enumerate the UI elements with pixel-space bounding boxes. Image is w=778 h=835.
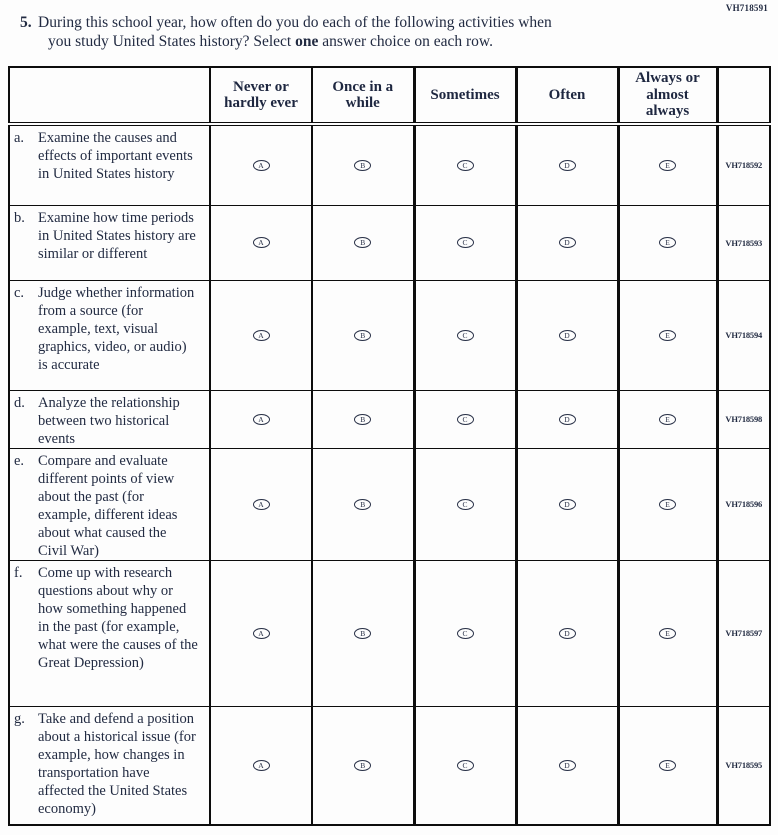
answer-bubble-c[interactable]: C xyxy=(457,760,474,771)
answer-bubble-a[interactable]: A xyxy=(253,628,270,639)
answer-cell xyxy=(210,280,312,390)
answer-bubble-a[interactable]: A xyxy=(253,237,270,248)
row-label xyxy=(9,448,210,560)
table-row-a xyxy=(9,124,770,205)
row-text: Examine how time periods in United States history are similar or different xyxy=(38,209,196,262)
question-text-line1: During this school year, how often do you do each of the following activities when xyxy=(38,14,552,31)
row-code: VH718595 xyxy=(717,706,770,825)
table-row-g xyxy=(9,706,770,825)
col-header-often: Often xyxy=(516,67,618,124)
answer-cell xyxy=(312,390,414,448)
answer-bubble-e[interactable]: E xyxy=(659,628,676,639)
answer-cell xyxy=(210,706,312,825)
table-row-e xyxy=(9,448,770,560)
row-label xyxy=(9,205,210,280)
answer-bubble-d[interactable]: D xyxy=(559,330,576,341)
answer-bubble-a[interactable]: A xyxy=(253,760,270,771)
answer-cell xyxy=(312,706,414,825)
answer-bubble-e[interactable]: E xyxy=(659,414,676,425)
answer-bubble-b[interactable]: B xyxy=(354,760,371,771)
answer-cell xyxy=(516,124,618,205)
answer-cell xyxy=(516,560,618,706)
answer-bubble-c[interactable]: C xyxy=(457,237,474,248)
answer-cell xyxy=(210,205,312,280)
answer-bubble-e[interactable]: E xyxy=(659,760,676,771)
answer-bubble-e[interactable]: E xyxy=(659,237,676,248)
answer-bubble-c[interactable]: C xyxy=(457,628,474,639)
answer-cell xyxy=(312,124,414,205)
answer-bubble-c[interactable]: C xyxy=(457,499,474,510)
answer-bubble-d[interactable]: D xyxy=(559,628,576,639)
answer-bubble-a[interactable]: A xyxy=(253,160,270,171)
table-row-b xyxy=(9,205,770,280)
col-header-always: Always or almost always xyxy=(618,67,717,124)
row-text: Judge whether information from a source (for example, text, visual graphics, video, or audio) is accurate xyxy=(38,284,195,373)
answer-bubble-e[interactable]: E xyxy=(659,499,676,510)
row-code: VH718596 xyxy=(717,448,770,560)
answer-bubble-b[interactable]: B xyxy=(354,499,371,510)
row-text: Come up with research questions about why or how something happened in the past (for example, what were the causes of the Great Depression) xyxy=(38,564,198,671)
row-text: Analyze the relationship between two historical events xyxy=(38,394,180,447)
answer-bubble-b[interactable]: B xyxy=(354,237,371,248)
answer-cell xyxy=(210,390,312,448)
answer-bubble-e[interactable]: E xyxy=(659,160,676,171)
answer-bubble-d[interactable]: D xyxy=(559,760,576,771)
row-code: VH718598 xyxy=(717,390,770,448)
question-number: 5. xyxy=(20,14,32,31)
row-code: VH718592 xyxy=(717,124,770,205)
row-label xyxy=(9,390,210,448)
col-header-sometimes: Sometimes xyxy=(414,67,516,124)
answer-cell xyxy=(414,706,516,825)
col-header-code xyxy=(717,67,770,124)
table-row-c xyxy=(9,280,770,390)
table-row-d xyxy=(9,390,770,448)
table-row-f xyxy=(9,560,770,706)
row-letter: d. xyxy=(14,394,25,411)
answer-bubble-d[interactable]: D xyxy=(559,237,576,248)
row-text: Take and defend a position about a historical issue (for example, how changes in transportation have affected the United States economy) xyxy=(38,710,196,817)
corner-cell xyxy=(9,67,210,124)
answer-bubble-d[interactable]: D xyxy=(559,160,576,171)
question-block xyxy=(20,13,730,51)
answer-cell xyxy=(312,560,414,706)
answer-cell xyxy=(210,124,312,205)
answer-cell xyxy=(516,280,618,390)
row-text: Compare and evaluate different points of view about the past (for example, different ideas about what caused the Civil War) xyxy=(38,452,178,559)
answer-cell xyxy=(516,448,618,560)
row-code: VH718593 xyxy=(717,205,770,280)
answer-bubble-d[interactable]: D xyxy=(559,499,576,510)
row-letter: g. xyxy=(14,710,25,727)
answer-bubble-a[interactable]: A xyxy=(253,414,270,425)
answer-cell xyxy=(414,205,516,280)
answer-cell xyxy=(414,280,516,390)
answer-bubble-e[interactable]: E xyxy=(659,330,676,341)
row-text: Examine the causes and effects of important events in United States history xyxy=(38,130,193,182)
answer-cell xyxy=(516,390,618,448)
answer-bubble-c[interactable]: C xyxy=(457,160,474,171)
answer-cell xyxy=(618,124,717,205)
answer-cell xyxy=(618,560,717,706)
answer-bubble-a[interactable]: A xyxy=(253,499,270,510)
form-code: VH718591 xyxy=(725,3,768,13)
header-row xyxy=(9,67,770,124)
bold-one: one xyxy=(295,33,319,50)
answer-cell xyxy=(618,280,717,390)
row-label xyxy=(9,280,210,390)
answer-cell xyxy=(312,448,414,560)
row-letter: e. xyxy=(14,452,25,469)
col-header-once-in-a-while: Once in a while xyxy=(312,67,414,124)
answer-bubble-d[interactable]: D xyxy=(559,414,576,425)
answer-cell xyxy=(210,560,312,706)
answer-bubble-a[interactable]: A xyxy=(253,330,270,341)
answer-cell xyxy=(516,205,618,280)
row-letter: c. xyxy=(14,284,25,301)
answer-cell xyxy=(210,448,312,560)
col-header-never: Never or hardly ever xyxy=(210,67,312,124)
answer-cell xyxy=(618,205,717,280)
answer-cell xyxy=(618,390,717,448)
answer-cell xyxy=(414,124,516,205)
row-label xyxy=(9,124,210,205)
row-code: VH718594 xyxy=(717,280,770,390)
answer-bubble-b[interactable]: B xyxy=(354,160,371,171)
question-text-line2: you study United States history? Select one answer choice on each row. xyxy=(48,33,493,50)
row-letter: a. xyxy=(14,130,25,146)
answer-cell xyxy=(414,390,516,448)
answer-cell xyxy=(516,706,618,825)
frequency-matrix-table xyxy=(8,66,771,826)
row-letter: b. xyxy=(14,209,25,226)
answer-cell xyxy=(414,560,516,706)
answer-cell xyxy=(312,205,414,280)
answer-cell xyxy=(414,448,516,560)
row-label xyxy=(9,706,210,825)
row-letter: f. xyxy=(14,564,23,581)
answer-cell xyxy=(618,448,717,560)
answer-bubble-c[interactable]: C xyxy=(457,330,474,341)
answer-bubble-b[interactable]: B xyxy=(354,414,371,425)
answer-bubble-b[interactable]: B xyxy=(354,330,371,341)
row-label xyxy=(9,560,210,706)
answer-bubble-c[interactable]: C xyxy=(457,414,474,425)
answer-cell xyxy=(618,706,717,825)
answer-cell xyxy=(312,280,414,390)
answer-bubble-b[interactable]: B xyxy=(354,628,371,639)
row-code: VH718597 xyxy=(717,560,770,706)
